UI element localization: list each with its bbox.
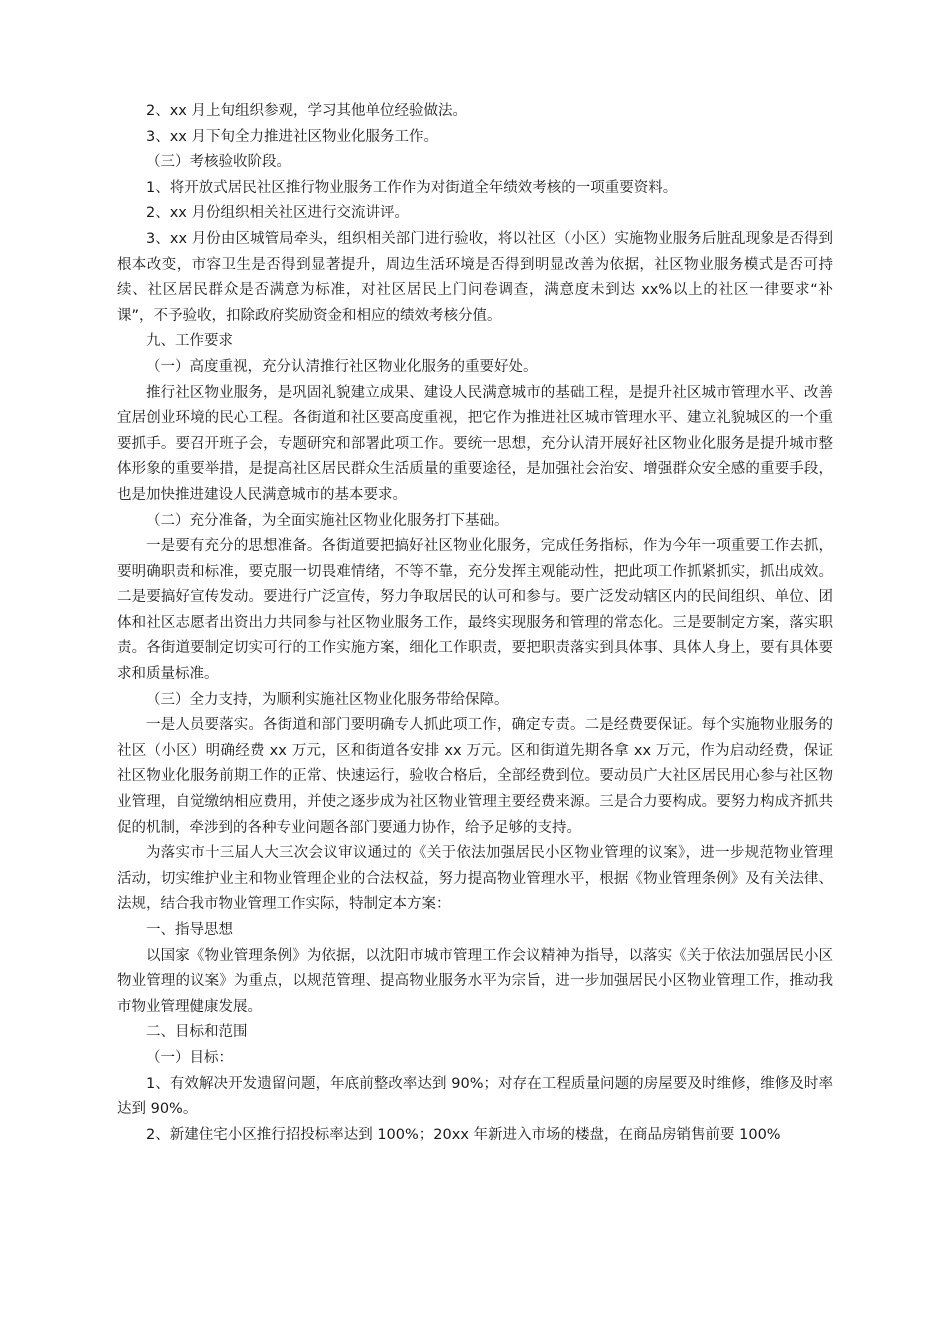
section-heading: （三）考核验收阶段。 xyxy=(146,154,291,171)
paragraph: 推行社区物业服务，是巩固礼貌建立成果、建设人民满意城市的基础工程，是提升社区城市管理水平、改善宜居创业环境的民心工程。各街道和社区要高度重视，把它作为推进社区城市管理水平、建立礼貌城区的一个重要抓手。要召开班子会，专题研究和部署此项工作。要统一思想，充分认清开展好社区物业化服务是提升城市整体形象的重要举措，是提高社区居民群众生活质量的重要途径，是加强社会治安、增强群众安全感的重要手段，也是加快推进建设人民满意城市的基本要求。 xyxy=(117,384,833,503)
section-heading: 一、指导思想 xyxy=(146,922,233,938)
paragraph: 2、xx 月上旬组织参观，学习其他单位经验做法。 xyxy=(146,103,467,119)
paragraph: 一是人员要落实。各街道和部门要明确专人抓此项工作，确定专责。二是经费要保证。每个实施物业服务的社区（小区）明确经费 xx 万元，区和街道各安排 xx 万元。区和街道先期各拿 xx 万元，作为启动经费，保证社区物业化服务前期工作的正常、快速运行，验收合格后，全部经费到位。要动员广大社区居民用心参与社区物业管理，自觉缴纳相应费用，并使之逐步成为社区物业管理主要经费来源。三是合力要构成。要努力构成齐抓共促的机制，牵涉到的各种专业问题各部门要通力协作，给予足够的支持。 xyxy=(117,717,833,836)
section-heading: （三）全力支持，为顺利实施社区物业化服务带给保障。 xyxy=(146,691,509,708)
paragraph: 3、xx 月份由区城管局牵头，组织相关部门进行验收，将以社区（小区）实施物业服务后脏乱现象是否得到根本改变，市容卫生是否得到显著提升，周边生活环境是否得到明显改善为依据，社区物业服务模式是否可持续、社区居民群众是否满意为标准，对社区居民上门问卷调查，满意度未到达 xx%以上的社区一律要求“补课”，不予验收，扣除政府奖励资金和相应的绩效考核分值。 xyxy=(117,230,833,324)
paragraph: 以国家《物业管理条例》为依据，以沈阳市城市管理工作会议精神为指导，以落实《关于依法加强居民小区物业管理的议案》为重点，以规范管理、提高物业服务水平为宗旨，进一步加强居民小区物业管理工作，推动我市物业管理健康发展。 xyxy=(117,947,833,1015)
section-heading: （一）目标： xyxy=(146,1049,233,1066)
paragraph: 为落实市十三届人大三次会议审议通过的《关于依法加强居民小区物业管理的议案》，进一步规范物业管理活动，切实维护业主和物业管理企业的合法权益，努力提高物业管理水平，根据《物业管理条例》及有关法律、法规，结合我市物业管理工作实际，特制定本方案： xyxy=(117,845,833,913)
paragraph: 2、新建住宅小区推行招投标率达到 100%；20xx 年新进入市场的楼盘，在商品房销售前要 100% xyxy=(146,1126,781,1143)
section-heading: 二、目标和范围 xyxy=(146,1024,248,1041)
document-body xyxy=(117,99,833,1148)
paragraph: 一是要有充分的思想准备。各街道要把搞好社区物业化服务，完成任务指标，作为今年一项重要工作去抓，要明确职责和标准，要克服一切畏难情绪，不等不靠，充分发挥主观能动性，把此项工作抓紧抓实，抓出成效。二是要搞好宣传发动。要进行广泛宣传，努力争取居民的认可和参与。要广泛发动辖区内的民间组织、单位、团体和社区志愿者出资出力共同参与社区物业服务工作，最终实现服务和管理的常态化。三是要制定方案，落实职责。各街道要制定切实可行的工作实施方案，细化工作职责，要把职责落实到具体事、具体人身上，要有具体要求和质量标准。 xyxy=(117,538,833,683)
paragraph: 3、xx 月下旬全力推进社区物业化服务工作。 xyxy=(146,128,438,145)
paragraph: 1、有效解决开发遗留问题，年底前整改率达到 90%；对存在工程质量问题的房屋要及时维修，维修及时率达到 90%。 xyxy=(117,1075,833,1118)
section-heading: （二）充分准备，为全面实施社区物业化服务打下基础。 xyxy=(146,512,509,529)
paragraph: 1、将开放式居民社区推行物业服务工作作为对街道全年绩效考核的一项重要资料。 xyxy=(146,179,678,196)
section-heading: 九、工作要求 xyxy=(146,333,233,350)
section-heading: （一）高度重视，充分认清推行社区物业化服务的重要好处。 xyxy=(146,358,538,375)
paragraph: 2、xx 月份组织相关社区进行交流讲评。 xyxy=(146,205,409,222)
